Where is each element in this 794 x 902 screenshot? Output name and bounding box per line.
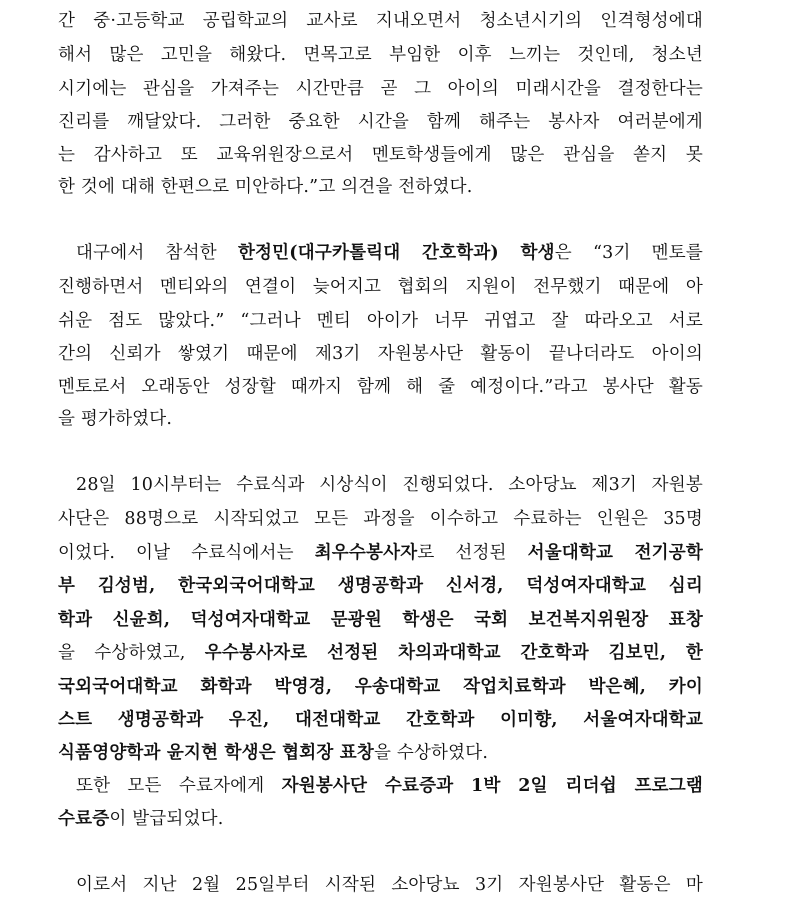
text-segment: 간 중·고등학교 공립학교의 교사로 지내오면서 청소년시기의 인격형성에대 <box>58 11 703 31</box>
text-line <box>58 802 703 836</box>
text-line <box>58 270 703 304</box>
text-line <box>58 636 703 670</box>
bold-text-segment: 식품영양학과 윤지현 학생은 협회장 표창 <box>58 743 374 763</box>
text-line <box>58 105 703 139</box>
text-segment: 을 수상하였다. <box>373 743 489 763</box>
text-segment: 멘토로서 오래동안 성장할 때까지 함께 해 줄 예정이다.”라고 봉사단 활동 <box>58 377 703 397</box>
text-segment: 시기에는 관심을 가져주는 시간만큼 곧 그 아이의 미래시간을 결정한다는 <box>58 79 703 99</box>
text-line <box>58 502 703 536</box>
text-line <box>58 536 703 570</box>
text-line <box>58 138 703 172</box>
text-line <box>58 569 703 603</box>
text-line <box>58 769 703 803</box>
bold-text-segment: 학과 신윤희, 덕성여자대학교 문광원 학생은 국회 보건복지위원장 표창 <box>58 610 703 630</box>
text-segment: 진행하면서 멘티와의 연결이 늦어지고 협회의 지원이 전무했기 때문에 아 <box>58 277 703 297</box>
text-segment: 간의 신뢰가 쌓였기 때문에 제3기 자원봉사단 활동이 끝나더라도 아이의 <box>58 344 703 364</box>
text-segment: 이 발급되었다. <box>109 809 224 829</box>
text-segment: 을 수상하였고, <box>58 643 205 663</box>
text-segment: 이었다. 이날 수료식에서는 <box>58 543 315 563</box>
text-segment: 대구에서 참석한 <box>76 243 238 263</box>
text-segment: 해서 많은 고민을 해왔다. 면목고로 부임한 이후 느끼는 것인데, 청소년 <box>58 45 703 65</box>
text-segment: 진리를 깨달았다. 그러한 중요한 시간을 함께 해주는 봉사자 여러분에게 <box>58 112 703 132</box>
text-segment: 사단은 88명으로 시작되었고 모든 과정을 이수하고 수료하는 인원은 35명 <box>58 509 703 529</box>
bold-text-segment: 국외국어대학교 화학과 박영경, 우송대학교 작업치료학과 박은혜, 카이 <box>58 677 703 697</box>
text-segment: 쉬운 점도 많았다.” “그러나 멘티 아이가 너무 귀엽고 잘 따라오고 서로 <box>58 311 703 331</box>
bold-text-segment: 자원봉사단 수료증과 1박 2일 리더쉽 프로그램 <box>281 776 703 796</box>
text-line <box>58 736 703 770</box>
text-line <box>58 670 703 704</box>
text-line <box>58 603 703 637</box>
bold-text-segment: 부 김성범, 한국외국어대학교 생명공학과 신서경, 덕성여자대학교 심리 <box>58 576 703 596</box>
text-segment: 은 “3기 멘토를 <box>554 243 703 263</box>
text-segment: 이로서 지난 2월 25일부터 시작된 소아당뇨 3기 자원봉사단 활동은 마 <box>76 875 703 895</box>
bold-text-segment: 우수봉사자로 선정된 차의과대학교 간호학과 김보민, 한 <box>204 643 703 663</box>
bold-text-segment: 최우수봉사자 <box>314 543 418 563</box>
bold-text-segment: 한정민(대구카톨릭대 간호학과) 학생 <box>237 243 555 263</box>
text-line <box>58 72 703 106</box>
text-line <box>58 703 703 737</box>
text-segment: 한 것에 대해 한편으로 미안하다.”고 의견을 전하였다. <box>58 177 473 197</box>
text-line <box>58 370 703 404</box>
bold-text-segment: 스트 생명공학과 우진, 대전대학교 간호학과 이미향, 서울여자대학교 <box>58 710 703 730</box>
text-line <box>58 468 703 502</box>
text-segment: 을 평가하였다. <box>58 409 173 429</box>
text-line <box>58 4 703 38</box>
text-line <box>58 170 703 204</box>
text-line <box>58 402 703 436</box>
text-segment: 28일 10시부터는 수료식과 시상식이 진행되었다. 소아당뇨 제3기 자원봉 <box>76 475 703 495</box>
bold-text-segment: 서울대학교 전기공학 <box>527 543 703 563</box>
text-segment: 는 감사하고 또 교육위원장으로서 멘토학생들에게 많은 관심을 쏟지 못 <box>58 145 703 165</box>
text-line <box>58 236 703 270</box>
text-line <box>58 38 703 72</box>
bold-text-segment: 수료증 <box>58 809 110 829</box>
text-line <box>58 304 703 338</box>
text-line <box>58 868 703 902</box>
text-segment: 또한 모든 수료자에게 <box>76 776 282 796</box>
text-segment: 로 선정된 <box>417 543 528 563</box>
text-line <box>58 337 703 371</box>
